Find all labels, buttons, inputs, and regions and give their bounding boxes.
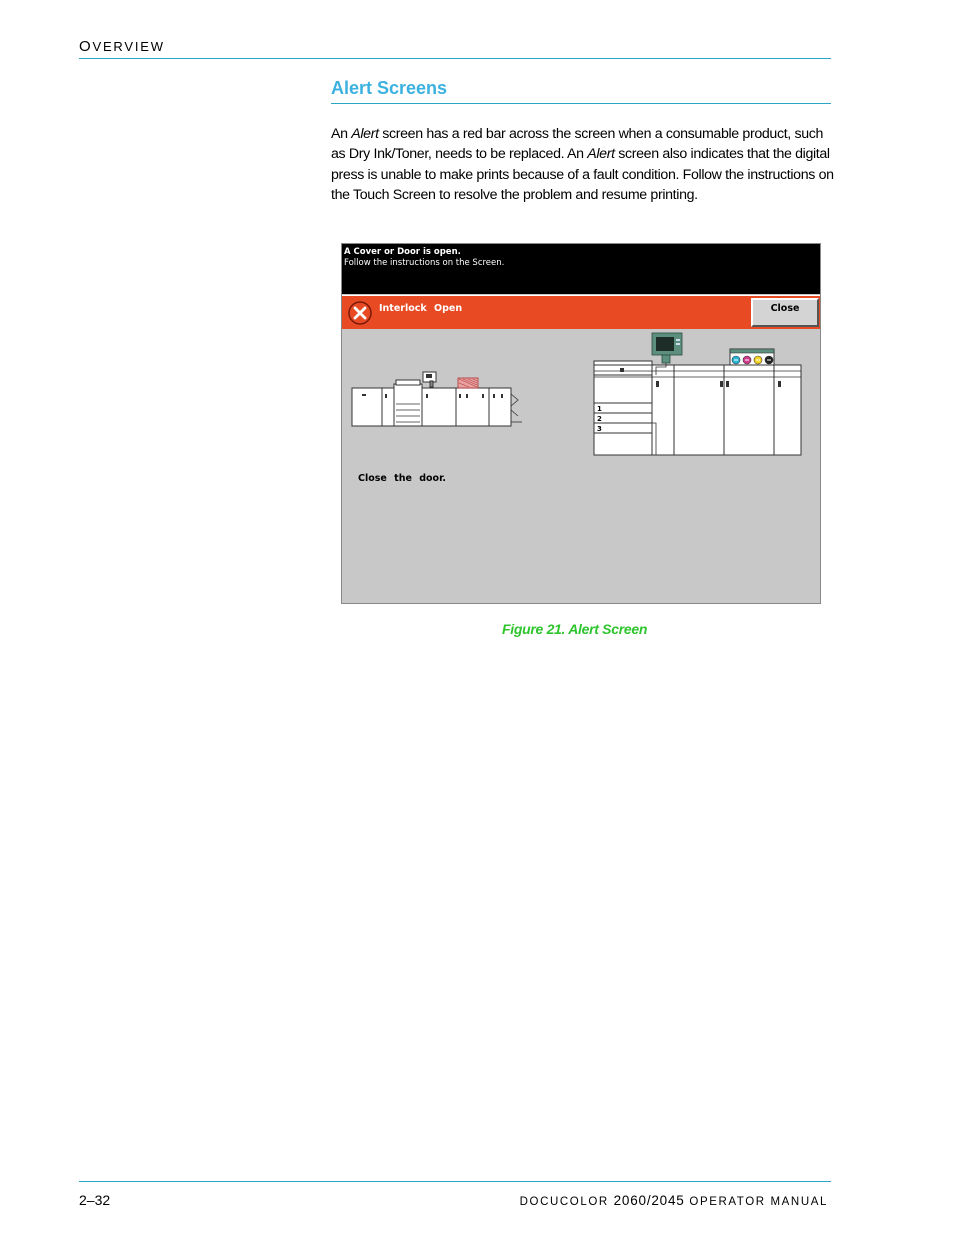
close-button[interactable]: Close [751,298,819,327]
alert-title: Interlock Open [379,303,463,314]
page-number: 2–32 [79,1192,111,1208]
tray-label-2: 2 [597,415,602,423]
tray-label-1: 1 [597,405,602,413]
figure-caption: Figure 21. Alert Screen [502,621,648,637]
running-head [79,38,165,55]
body-emph-alert-2: Alert [587,146,615,163]
alert-screen-figure [341,243,821,604]
body-text-1: An [331,126,352,142]
printer-detail-diagram [590,331,805,456]
section-rule [331,103,831,104]
printer-diagram-icon [350,370,525,430]
body-text-2: screen has a red bar across the screen when a consumable product, such as Dry Ink/Toner, needs to be replaced. An [331,126,824,163]
section-title: Alert Screens [331,78,448,98]
message-bar [342,244,820,294]
alert-bar [342,295,820,329]
footer-product-suffix: OPERATOR MANUAL [684,1196,828,1208]
running-head-initial: O [79,38,93,55]
message-line-1: A Cover or Door is open. [344,247,461,257]
footer-model: 2060/2045 [613,1193,685,1208]
body-paragraph [331,124,836,205]
body-text-3: screen also indicates that the digital press is unable to make prints because of a fault condition. Follow the instructions on the Touch Screen to resolve the problem and resume printing. [331,146,834,203]
footer-product-prefix: DOCUCOLOR [519,1196,614,1208]
header-rule [79,58,831,59]
running-head-rest: VERVIEW [92,39,165,54]
footer-rule [79,1181,831,1182]
circle-x-icon [348,301,372,325]
instruction-text: Close the door. [358,473,447,484]
body-emph-alert-1: Alert [351,126,379,142]
tray-label-3: 3 [597,425,602,433]
message-line-2: Follow the instructions on the Screen. [344,258,505,268]
footer-title [520,1193,828,1208]
